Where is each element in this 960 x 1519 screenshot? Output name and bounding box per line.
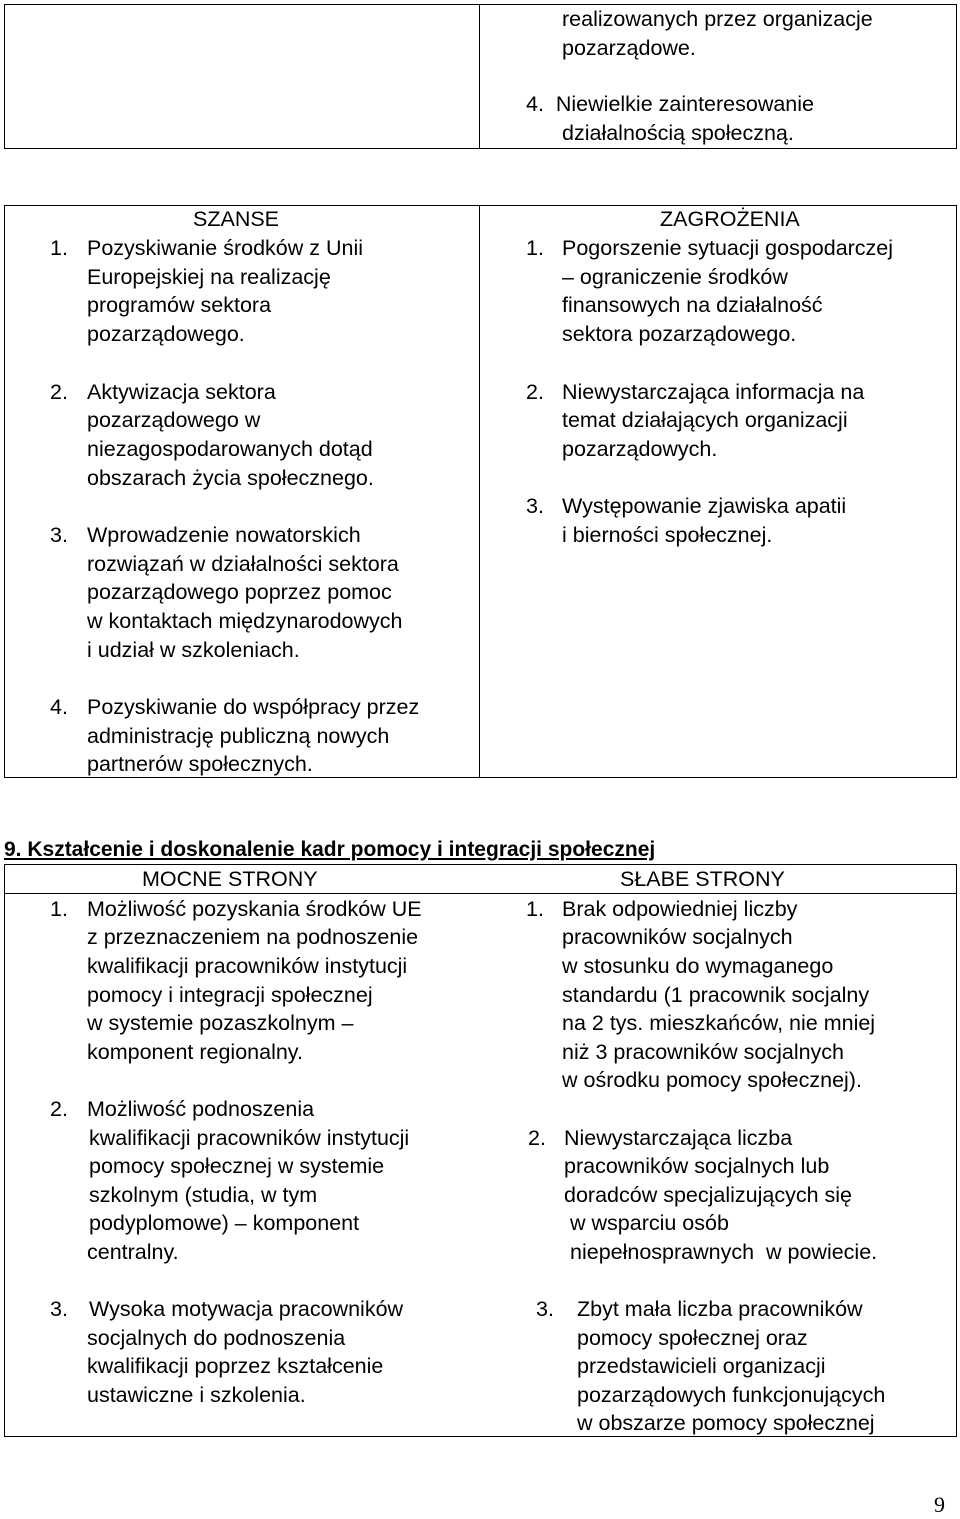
- szanse-1-num: 1.: [50, 236, 68, 260]
- slabe-1-line-6: niż 3 pracowników socjalnych: [562, 1040, 845, 1064]
- mocne-1-line-5: w systemie pozaszkolnym –: [87, 1011, 354, 1035]
- slabe-2-line-5: niepełnosprawnych w powiecie.: [570, 1240, 878, 1264]
- mocne-heading: MOCNE STRONY: [142, 867, 318, 891]
- slabe-3-line-5: w obszarze pomocy społecznej: [577, 1411, 875, 1435]
- szanse-2-num: 2.: [50, 380, 68, 404]
- mocne-3-line-4: ustawiczne i szkolenia.: [87, 1383, 306, 1407]
- szanse-heading: SZANSE: [193, 207, 280, 231]
- zagrozenia-1-num: 1.: [526, 236, 544, 260]
- szanse-2-line-4: obszarach życia społecznego.: [87, 466, 374, 490]
- swot-table-divider: [479, 205, 481, 778]
- mocne-2-line-2: kwalifikacji pracowników instytucji: [89, 1126, 410, 1150]
- slabe-2-line-2: pracowników socjalnych lub: [564, 1154, 830, 1178]
- slabe-1-line-3: w stosunku do wymaganego: [562, 954, 834, 978]
- szanse-4-line-2: administrację publiczną nowych: [87, 724, 390, 748]
- zagrozenia-1-line-3: finansowych na działalność: [562, 293, 823, 317]
- zagrozenia-3-line-1: Występowanie zjawiska apatii: [562, 494, 847, 518]
- szanse-3-line-4: w kontaktach międzynarodowych: [87, 609, 403, 633]
- top-table-divider: [479, 4, 481, 149]
- mocne-1-line-2: z przeznaczeniem na podnoszenie: [87, 925, 419, 949]
- zagrozenia-2-line-1: Niewystarczająca informacja na: [562, 380, 865, 404]
- slabe-3-line-3: przedstawicieli organizacji: [577, 1354, 826, 1378]
- slabe-heading: SŁABE STRONY: [620, 867, 785, 891]
- slabe-2-line-3: doradców specjalizujących się: [564, 1183, 853, 1207]
- page-number: 9: [934, 1492, 945, 1517]
- slabe-1-line-4: standardu (1 pracownik socjalny: [562, 983, 870, 1007]
- slabe-3-line-2: pomocy społecznej oraz: [577, 1326, 808, 1350]
- section-9-title: 9. Kształcenie i doskonalenie kadr pomocy i integracji społecznej: [4, 838, 656, 861]
- mocne-2-num: 2.: [50, 1097, 68, 1121]
- slabe-1-num: 1.: [526, 897, 544, 921]
- zagrozenia-1-line-2: – ograniczenie środków: [562, 265, 788, 289]
- mocne-1-line-4: pomocy i integracji społecznej: [87, 983, 373, 1007]
- szanse-3-line-3: pozarządowego poprzez pomoc: [87, 580, 392, 604]
- top-right-line-3: 4. Niewielkie zainteresowanie: [526, 92, 815, 116]
- slabe-2-num: 2.: [528, 1126, 546, 1150]
- szanse-1-line-2: Europejskiej na realizację: [87, 265, 331, 289]
- szanse-2-line-1: Aktywizacja sektora: [87, 380, 276, 404]
- szanse-4-line-3: partnerów społecznych.: [87, 752, 313, 776]
- top-right-line-1: realizowanych przez organizacje: [562, 7, 873, 31]
- szanse-1-line-1: Pozyskiwanie środków z Unii: [87, 236, 364, 260]
- szanse-3-line-5: i udział w szkoleniach.: [87, 638, 300, 662]
- mocne-1-line-6: komponent regionalny.: [87, 1040, 303, 1064]
- zagrozenia-2-line-3: pozarządowych.: [562, 437, 718, 461]
- szanse-2-line-2: pozarządowego w: [87, 408, 261, 432]
- szanse-3-line-1: Wprowadzenie nowatorskich: [87, 523, 361, 547]
- slabe-1-line-2: pracowników socjalnych: [562, 925, 793, 949]
- slabe-3-num: 3.: [536, 1297, 554, 1321]
- szanse-3-num: 3.: [50, 523, 68, 547]
- mocne-3-line-2: socjalnych do podnoszenia: [87, 1326, 346, 1350]
- top-right-line-4: działalnością społeczną.: [562, 121, 794, 145]
- zagrozenia-2-line-2: temat działających organizacji: [562, 408, 848, 432]
- zagrozenia-2-num: 2.: [526, 380, 544, 404]
- mocne-2-line-5: podyplomowe) – komponent: [89, 1211, 360, 1235]
- zagrozenia-heading: ZAGROŻENIA: [660, 207, 800, 231]
- mocne-3-num: 3.: [50, 1297, 68, 1321]
- slabe-2-line-4: w wsparciu osób: [570, 1211, 729, 1235]
- zagrozenia-3-line-2: i bierności społecznej.: [562, 523, 773, 547]
- slabe-3-line-1: Zbyt mała liczba pracowników: [577, 1297, 863, 1321]
- mocne-3-line-3: kwalifikacji poprzez kształcenie: [87, 1354, 384, 1378]
- slabe-1-line-1: Brak odpowiedniej liczby: [562, 897, 798, 921]
- slabe-1-line-7: w ośrodku pomocy społecznej).: [562, 1068, 862, 1092]
- slabe-2-line-1: Niewystarczająca liczba: [564, 1126, 793, 1150]
- szanse-1-line-4: pozarządowego.: [87, 322, 245, 346]
- szanse-1-line-3: programów sektora: [87, 293, 272, 317]
- mocne-1-num: 1.: [50, 897, 68, 921]
- zagrozenia-3-num: 3.: [526, 494, 544, 518]
- szanse-3-line-2: rozwiązań w działalności sektora: [87, 552, 399, 576]
- mocne-1-line-3: kwalifikacji pracowników instytucji: [87, 954, 408, 978]
- slabe-1-line-5: na 2 tys. mieszkańców, nie mniej: [562, 1011, 876, 1035]
- mocne-2-line-6: centralny.: [87, 1240, 179, 1264]
- slabe-3-line-4: pozarządowych funkcjonujących: [577, 1383, 886, 1407]
- mocne-2-line-1: Możliwość podnoszenia: [87, 1097, 315, 1121]
- zagrozenia-1-line-4: sektora pozarządowego.: [562, 322, 797, 346]
- mocne-2-line-4: szkolnym (studia, w tym: [89, 1183, 318, 1207]
- szanse-4-num: 4.: [50, 695, 68, 719]
- mocne-2-line-3: pomocy społecznej w systemie: [89, 1154, 385, 1178]
- mocne-3-line-1: Wysoka motywacja pracowników: [89, 1297, 404, 1321]
- szanse-2-line-3: niezagospodarowanych dotąd: [87, 437, 373, 461]
- szanse-4-line-1: Pozyskiwanie do współpracy przez: [87, 695, 420, 719]
- top-right-line-2: pozarządowe.: [562, 36, 696, 60]
- zagrozenia-1-line-1: Pogorszenie sytuacji gospodarczej: [562, 236, 894, 260]
- mocne-1-line-1: Możliwość pozyskania środków UE: [87, 897, 422, 921]
